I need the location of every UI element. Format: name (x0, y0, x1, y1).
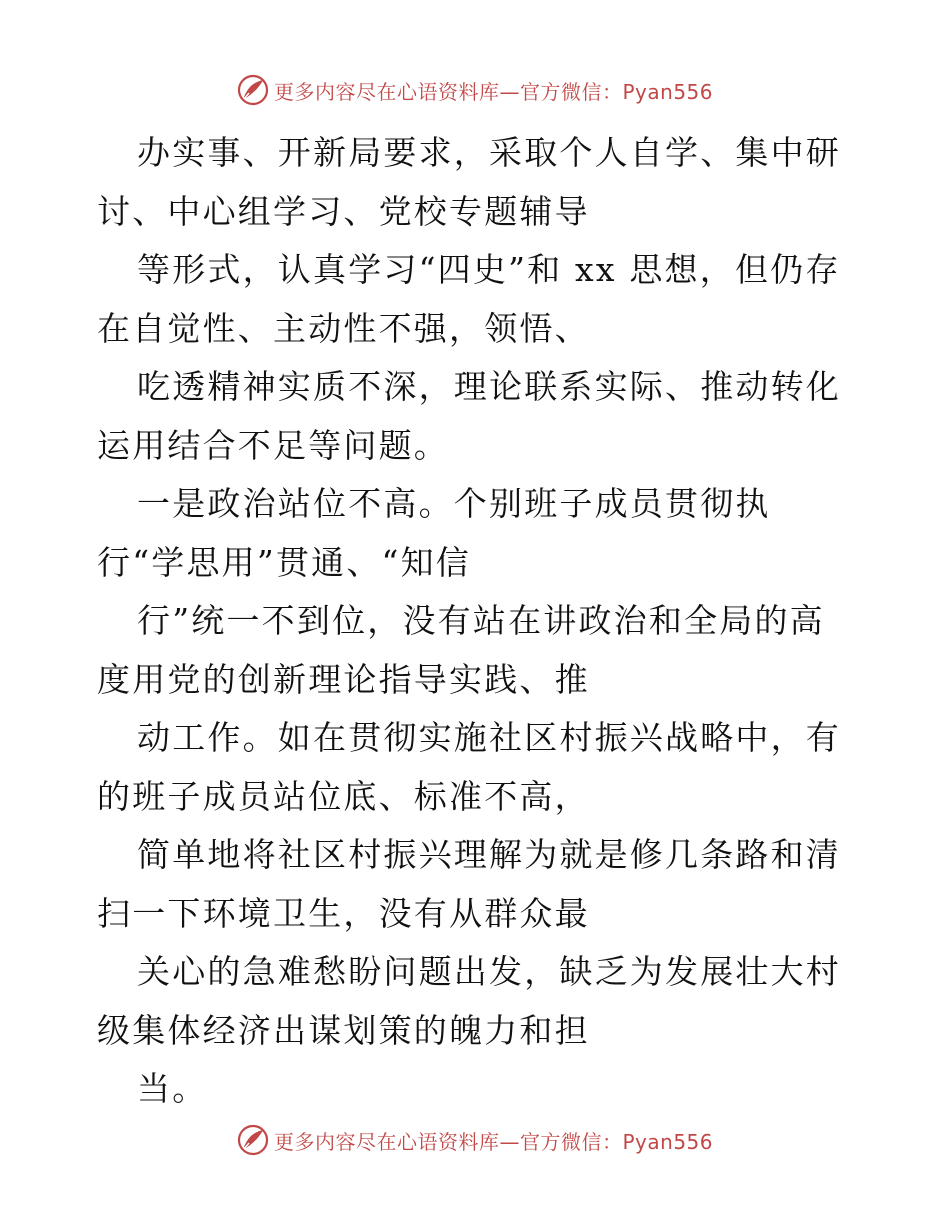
footer-watermark (236, 1122, 713, 1158)
watermark-text: 更多内容尽在心语资料库—官方微信：Pyan556 (274, 79, 714, 104)
paragraph-4: 一是政治站位不高。个别班子成员贯彻执行“学思用”贯通、“知信 (97, 484, 771, 582)
pen-logo-icon (236, 73, 270, 107)
paragraph-3: 吃透精神实质不深，理论联系实际、推动转化运用结合不足等问题。 (97, 367, 841, 465)
paragraph-9: 当。 (137, 1069, 208, 1108)
pen-logo-icon (236, 1123, 270, 1157)
paragraph-5: 行”统一不到位，没有站在讲政治和全局的高度用党的创新理论指导实践、推 (97, 601, 825, 699)
document-body (97, 124, 857, 1119)
paragraph-8: 关心的急难愁盼问题出发，缺乏为发展壮大村级集体经济出谋划策的魄力和担 (97, 952, 841, 1050)
paragraph-2: 等形式，认真学习“四史”和 xx 思想，但仍存在自觉性、主动性不强，领悟、 (97, 250, 841, 348)
paragraph-1: 办实事、开新局要求，采取个人自学、集中研讨、中心组学习、党校专题辅导 (97, 133, 841, 231)
paragraph-6: 动工作。如在贯彻实施社区村振兴战略中，有的班子成员站位底、标准不高， (97, 718, 841, 816)
header-watermark (236, 72, 713, 108)
paragraph-7: 简单地将社区村振兴理解为就是修几条路和清扫一下环境卫生，没有从群众最 (97, 835, 841, 933)
watermark-text: 更多内容尽在心语资料库—官方微信：Pyan556 (274, 1129, 714, 1154)
